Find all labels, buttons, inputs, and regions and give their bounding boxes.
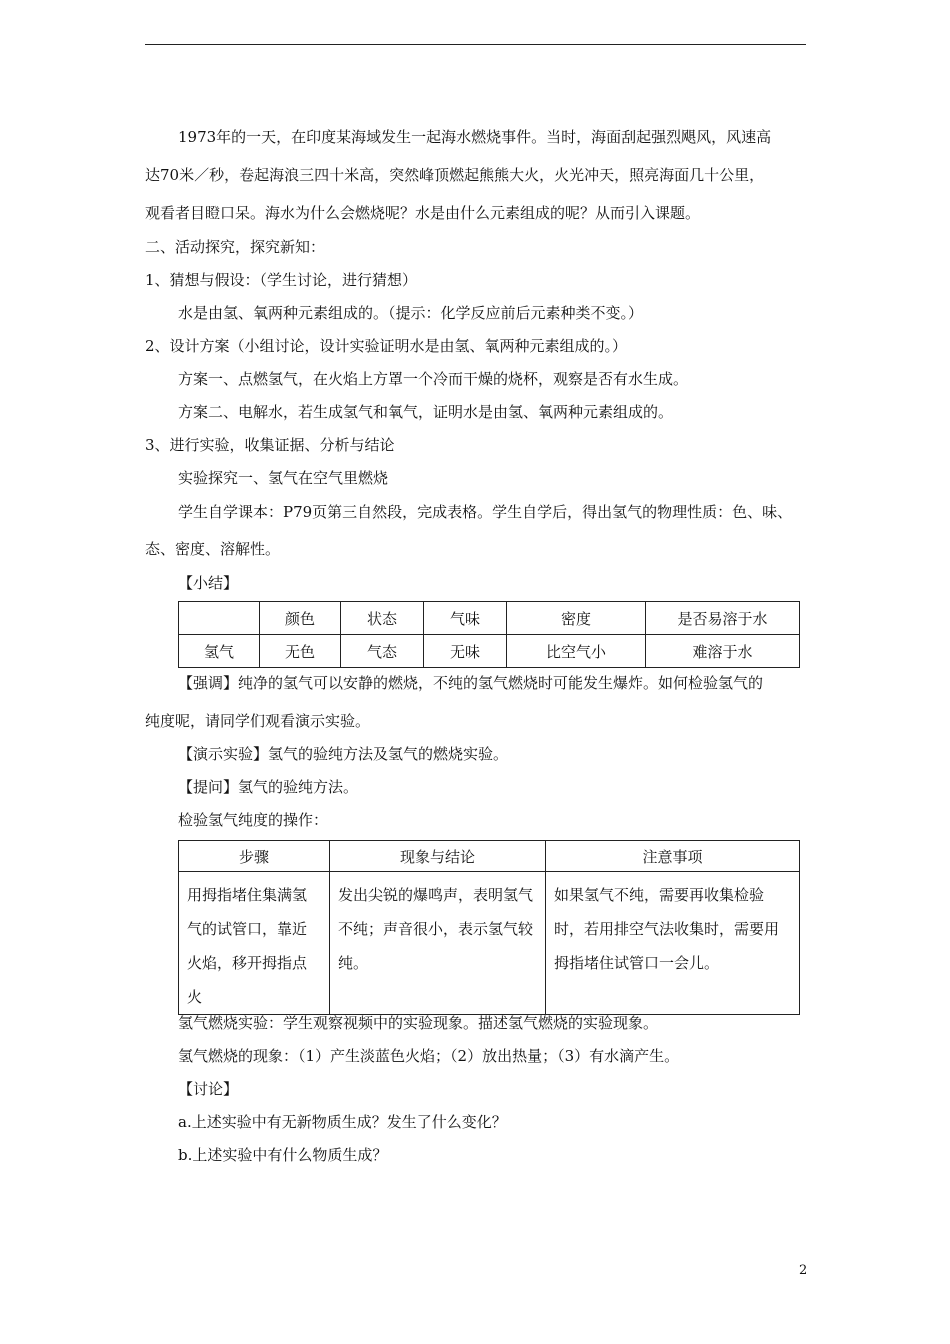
table-header-cell: 注意事项 — [546, 841, 800, 872]
text-line: 态、密度、溶解性。 — [145, 540, 281, 558]
text-line: 水是由氢、氧两种元素组成的。（提示：化学反应前后元素种类不变。） — [178, 304, 644, 322]
text-line: 二、活动探究，探究新知： — [145, 238, 326, 256]
text-line: 【强调】纯净的氢气可以安静的燃烧，不纯的氢气燃烧时可能发生爆炸。如何检验氢气的 — [178, 674, 764, 692]
text-line: a.上述实验中有无新物质生成？发生了什么变化？ — [178, 1113, 507, 1131]
header-rule — [145, 44, 806, 45]
step-text: 用拇指堵住集满氢气的试管口，靠近火焰，移开拇指点火 — [187, 886, 308, 1006]
table-cell: 难溶于水 — [646, 635, 800, 668]
text-line: 达70米／秒，卷起海浪三四十米高，突然峰顶燃起熊熊大火，火光冲天，照亮海面几十公里， — [145, 166, 765, 184]
text-line: 方案一、点燃氢气，在火焰上方罩一个冷而干燥的烧杯，观察是否有水生成。 — [178, 370, 689, 388]
text-line: 【提问】氢气的验纯方法。 — [178, 778, 359, 796]
text-line: 检验氢气纯度的操作： — [178, 811, 329, 829]
purity-table-header-row — [179, 841, 800, 872]
table-cell — [179, 602, 260, 635]
text-line: 【小结】 — [178, 574, 239, 592]
table-header-cell: 是否易溶于水 — [646, 602, 800, 635]
table-cell: 氢气 — [179, 635, 260, 668]
text-line: 氢气燃烧的现象：（1）产生淡蓝色火焰；（2）放出热量；（3）有水滴产生。 — [178, 1047, 680, 1065]
table-header-cell: 现象与结论 — [330, 841, 546, 872]
text-line: 实验探究一、氢气在空气里燃烧 — [178, 469, 389, 487]
table-header-cell: 密度 — [507, 602, 646, 635]
text-line: 【演示实验】氢气的验纯方法及氢气的燃烧实验。 — [178, 745, 509, 763]
notes-text: 如果氢气不纯，需要再收集检验时，若用排空气法收集时，需要用拇指堵住试管口一会儿。 — [554, 886, 780, 972]
table-cell — [546, 872, 800, 1015]
phenomenon-text: 发出尖锐的爆鸣声，表明氢气不纯；声音很小，表示氢气较纯。 — [338, 886, 534, 972]
table-row — [179, 872, 800, 1015]
text-line: 学生自学课本：P79页第三自然段，完成表格。学生自学后，得出氢气的物理性质：色、味、 — [178, 503, 793, 521]
table-header-cell: 颜色 — [260, 602, 341, 635]
text-line: 2、设计方案（小组讨论，设计实验证明水是由氢、氧两种元素组成的。） — [145, 337, 628, 355]
table-cell: 比空气小 — [507, 635, 646, 668]
table-cell: 无色 — [260, 635, 341, 668]
table-cell — [179, 872, 330, 1015]
text-line: b.上述实验中有什么物质生成？ — [178, 1146, 388, 1164]
page-number: 2 — [799, 1263, 808, 1278]
text-line: 【讨论】 — [178, 1080, 239, 1098]
table-header-cell: 气味 — [424, 602, 507, 635]
text-line: 1973年的一天，在印度某海域发生一起海水燃烧事件。当时，海面刮起强烈飓风，风速高 — [178, 128, 772, 146]
table-header-cell: 状态 — [341, 602, 424, 635]
table-cell: 气态 — [341, 635, 424, 668]
summary-table — [178, 601, 800, 668]
text-line: 方案二、电解水，若生成氢气和氧气，证明水是由氢、氧两种元素组成的。 — [178, 403, 674, 421]
table-row — [179, 635, 800, 668]
table-cell — [330, 872, 546, 1015]
text-line: 观看者目瞪口呆。海水为什么会燃烧呢？水是由什么元素组成的呢？从而引入课题。 — [145, 204, 701, 222]
table-cell: 无味 — [424, 635, 507, 668]
text-line: 1、猜想与假设：（学生讨论，进行猜想） — [145, 271, 418, 289]
text-line: 3、进行实验，收集证据、分析与结论 — [145, 436, 395, 454]
summary-table-header-row — [179, 602, 800, 635]
text-line: 氢气燃烧实验：学生观察视频中的实验现象。描述氢气燃烧的实验现象。 — [178, 1014, 659, 1032]
text-line: 纯度呢，请同学们观看演示实验。 — [145, 712, 371, 730]
purity-test-table — [178, 840, 800, 1015]
table-header-cell: 步骤 — [179, 841, 330, 872]
